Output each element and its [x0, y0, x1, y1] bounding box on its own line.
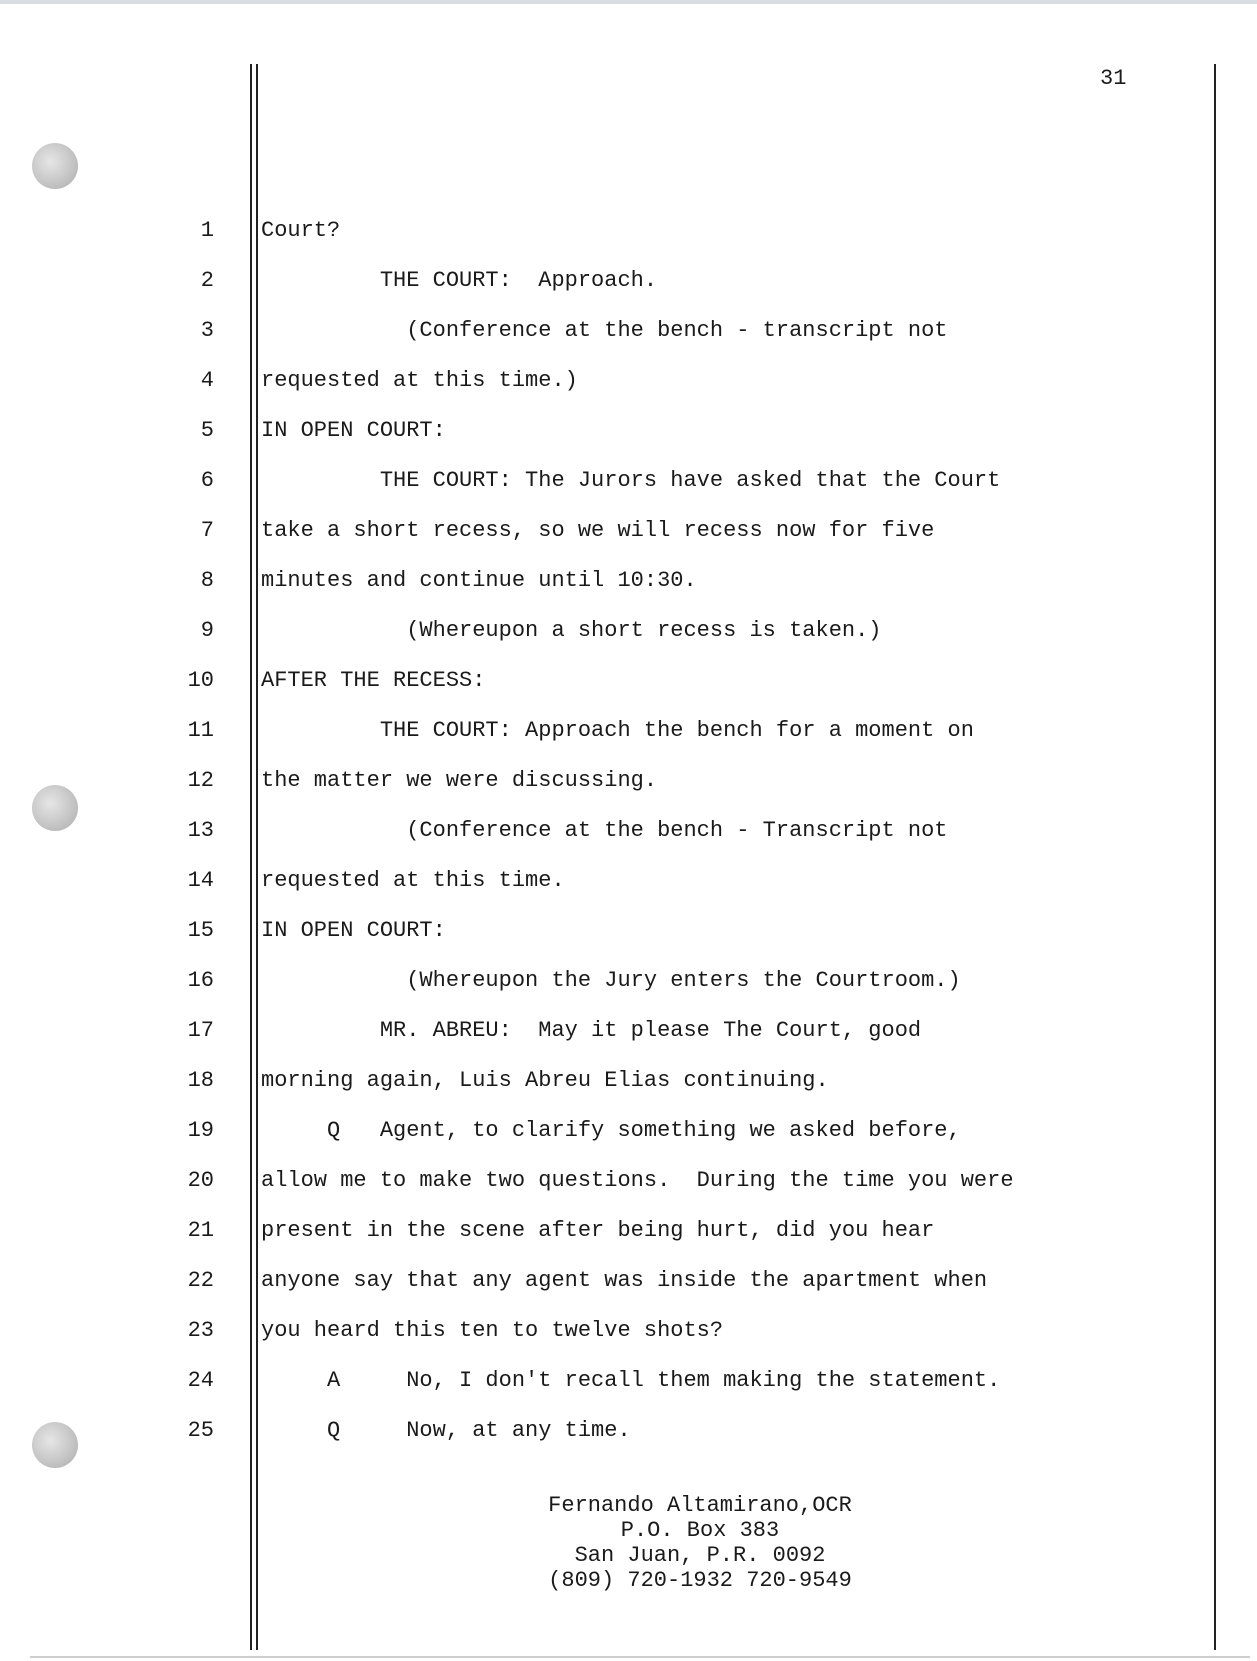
line-number: 22: [187, 1268, 214, 1293]
line-number: 12: [187, 768, 214, 793]
line-number: 19: [187, 1118, 214, 1143]
line-text: IN OPEN COURT:: [261, 918, 446, 943]
punch-hole-icon: [32, 143, 78, 189]
line-number: 23: [187, 1318, 214, 1343]
line-text: allow me to make two questions. During the time you were: [261, 1168, 1014, 1193]
line-text: (Whereupon a short recess is taken.): [261, 618, 882, 643]
line-text: THE COURT: Approach.: [261, 268, 658, 293]
punch-hole-icon: [32, 1422, 78, 1468]
line-text: the matter we were discussing.: [261, 768, 658, 793]
line-text: morning again, Luis Abreu Elias continuing.: [261, 1068, 829, 1093]
line-number: 5: [200, 418, 214, 443]
punch-hole-icon: [32, 785, 78, 831]
line-text: THE COURT: The Jurors have asked that the Court: [261, 468, 1001, 493]
line-number: 10: [187, 668, 214, 693]
page-number: 31: [1100, 66, 1127, 91]
top-edge: [0, 0, 1257, 4]
line-number: 11: [187, 718, 214, 743]
line-number: 21: [187, 1218, 214, 1243]
line-number: 4: [200, 368, 214, 393]
reporter-box: P.O. Box 383: [620, 1518, 780, 1543]
line-text: requested at this time.: [261, 868, 565, 893]
line-number: 7: [200, 518, 214, 543]
line-number: 18: [187, 1068, 214, 1093]
line-text: Q Agent, to clarify something we asked before,: [261, 1118, 961, 1143]
line-text: IN OPEN COURT:: [261, 418, 446, 443]
margin-line-right: [1214, 64, 1216, 1650]
line-number: 8: [200, 568, 214, 593]
line-text: requested at this time.): [261, 368, 578, 393]
reporter-name: Fernando Altamirano,OCR: [548, 1493, 852, 1518]
margin-line-left: [250, 64, 252, 1650]
reporter-phones: (809) 720-1932 720-9549: [548, 1568, 852, 1593]
line-number: 1: [200, 218, 214, 243]
line-text: A No, I don't recall them making the statement.: [261, 1368, 1001, 1393]
line-number: 15: [187, 918, 214, 943]
reporter-footer: [430, 1493, 970, 1593]
line-number: 13: [187, 818, 214, 843]
line-number: 17: [187, 1018, 214, 1043]
line-text: MR. ABREU: May it please The Court, good: [261, 1018, 922, 1043]
line-text: (Conference at the bench - transcript not: [261, 318, 948, 343]
bottom-edge: [30, 1656, 1250, 1658]
line-number: 20: [187, 1168, 214, 1193]
line-text: AFTER THE RECESS:: [261, 668, 486, 693]
line-text: anyone say that any agent was inside the apartment when: [261, 1268, 988, 1293]
line-number: 25: [187, 1418, 214, 1443]
line-text: (Whereupon the Jury enters the Courtroom.): [261, 968, 961, 993]
margin-line-left-inner: [256, 64, 258, 1650]
line-text: you heard this ten to twelve shots?: [261, 1318, 724, 1343]
line-number: 24: [187, 1368, 214, 1393]
line-text: minutes and continue until 10:30.: [261, 568, 697, 593]
line-number: 16: [187, 968, 214, 993]
reporter-city: San Juan, P.R. 0092: [574, 1543, 826, 1568]
line-number: 6: [200, 468, 214, 493]
line-text: present in the scene after being hurt, did you hear: [261, 1218, 935, 1243]
line-number: 9: [200, 618, 214, 643]
line-text: Court?: [261, 218, 341, 243]
line-number: 14: [187, 868, 214, 893]
line-number: 3: [200, 318, 214, 343]
line-text: (Conference at the bench - Transcript not: [261, 818, 948, 843]
line-text: Q Now, at any time.: [261, 1418, 631, 1443]
line-text: take a short recess, so we will recess now for five: [261, 518, 935, 543]
line-number: 2: [200, 268, 214, 293]
line-text: THE COURT: Approach the bench for a moment on: [261, 718, 974, 743]
